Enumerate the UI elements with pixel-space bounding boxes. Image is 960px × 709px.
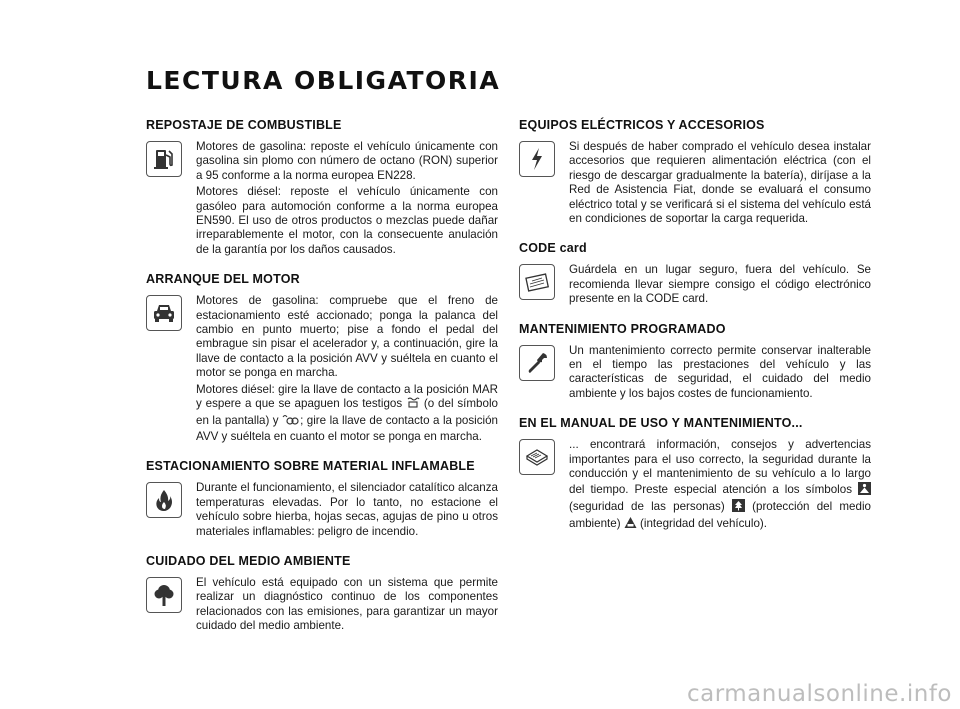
- preheat-symbol-icon: [282, 414, 300, 430]
- paragraph: Un mantenimiento correcto permite conservar inalterable en el tiempo las prestaciones del vehículo y las características de seguridad, el cuidado del medio ambiente y los bajos costes de funcionamiento.: [569, 343, 871, 400]
- paragraph: Motores de gasolina: compruebe que el freno de estacionamiento esté accionado; ponga la palanca del cambio en punto muerto; pise a fondo el pedal del embrague sin pisar el acelerador y, a continuación, gire la llave de contacto a la posición AVV y suéltela en cuanto el motor se ponga en marcha.: [196, 294, 498, 380]
- glow-plug-icon: [406, 397, 420, 413]
- text-run: (integridad del vehículo).: [640, 517, 767, 531]
- section-engine-start: [146, 272, 498, 446]
- car-front-icon: [146, 295, 182, 331]
- section-heading: EQUIPOS ELÉCTRICOS Y ACCESORIOS: [519, 118, 765, 132]
- vehicle-integrity-icon: [624, 516, 637, 533]
- paragraph: [569, 438, 871, 533]
- text-run: (protección del medio ambiente): [569, 499, 871, 531]
- section-environment: [146, 554, 498, 636]
- section-heading: CODE card: [519, 241, 587, 256]
- environment-protection-icon: [732, 499, 745, 516]
- section-fuel: [146, 118, 498, 259]
- text-run: Motores diésel: gire la llave de contacto a la posición MAR y espere a que se apaguen los testigos: [196, 382, 498, 411]
- paragraph: Si después de haber comprado el vehículo desea instalar accesorios que requieren alimentación eléctrica (con el riesgo de descargar gradualmente la batería), diríjase a la Red de Asistencia Fiat, donde se evaluará el consumo eléctrico total y se verificará si el sistema del vehículo está en condiciones de soportar la carga requerida.: [569, 140, 871, 226]
- paragraph: El vehículo está equipado con un sistema que permite realizar un diagnóstico continuo de los componentes relacionados con las emisiones, para garantizar un mayor cuidado del medio ambiente.: [196, 575, 498, 633]
- manual-book-icon: [519, 439, 555, 475]
- paragraph: [196, 383, 498, 445]
- tree-icon: [146, 577, 182, 613]
- section-heading: ARRANQUE DEL MOTOR: [146, 272, 300, 287]
- section-maintenance: [519, 322, 871, 404]
- fire-icon: [146, 482, 182, 518]
- paragraph: Guárdela en un lugar seguro, fuera del vehículo. Se recomienda llevar siempre consigo el código electrónico presente en la CODE card.: [569, 263, 871, 306]
- section-heading: MANTENIMIENTO PROGRAMADO: [519, 321, 726, 336]
- section-heading: EN EL MANUAL DE USO Y MANTENIMIENTO...: [519, 416, 803, 431]
- lightning-icon: [519, 141, 555, 177]
- section-heading: REPOSTAJE DE COMBUSTIBLE: [146, 118, 342, 132]
- text-run: ; gire la llave de contacto a la posición AVV y suéltela en cuanto el motor se ponga en marcha.: [196, 413, 498, 443]
- wrench-icon: [519, 345, 555, 381]
- right-column: [519, 118, 871, 549]
- section-code-card: [519, 241, 871, 308]
- paragraph: Motores diésel: reposte el vehículo únicamente con gasóleo para automoción conforme a la norma europea EN590. El uso de otros productos o mezclas puede dañar irreparablemente el motor, con la consecuente anulación de la garantía por los daños causados.: [196, 185, 498, 256]
- left-column: [146, 118, 498, 649]
- personal-safety-icon: [858, 482, 871, 499]
- fuel-pump-icon: [146, 141, 182, 177]
- watermark: carmanualsonline.info: [686, 681, 952, 707]
- paragraph: Durante el funcionamiento, el silenciador catalítico alcanza temperaturas elevadas. Por lo tanto, no estacione el vehículo sobre hierba, hojas secas, agujas de pino u otros materiales inflamables: peligro de incendio.: [196, 481, 498, 538]
- text-run: (seguridad de las personas): [569, 499, 725, 513]
- section-heading: ESTACIONAMIENTO SOBRE MATERIAL INFLAMABLE: [146, 459, 475, 474]
- section-manual: [519, 416, 871, 535]
- page-title: LECTURA OBLIGATORIA: [146, 66, 501, 95]
- section-electrical: [519, 118, 871, 228]
- paragraph: Motores de gasolina: reposte el vehículo únicamente con gasolina sin plomo con número de octano (RON) superior a 95 conforme a la norma europea EN228.: [196, 140, 498, 182]
- section-flammable-parking: [146, 459, 498, 541]
- code-card-icon: [519, 264, 555, 300]
- text-run: ... encontrará información, consejos y advertencias importantes para el uso correcto, la seguridad durante la conducción y el mantenimiento de su vehículo a lo largo del tiempo. Preste especial atención a los símbolos: [569, 438, 871, 496]
- section-heading: CUIDADO DEL MEDIO AMBIENTE: [146, 553, 351, 568]
- text-run: (o del símbolo en la pantalla) y: [196, 397, 498, 427]
